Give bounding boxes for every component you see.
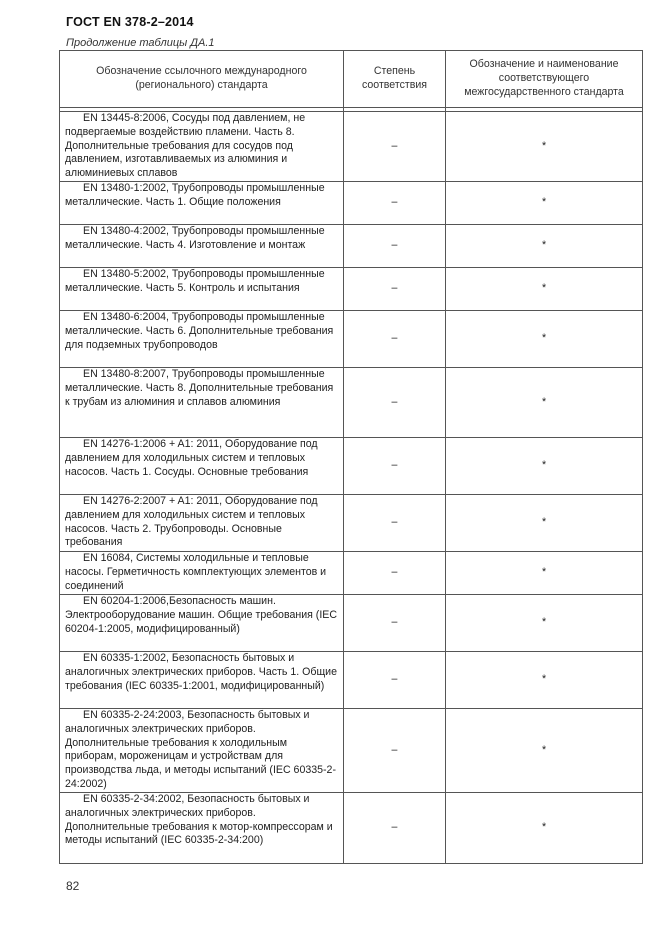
column-header-reference: Обозначение ссылочного международного (регионального) стандарта	[60, 51, 344, 108]
reference-standard: EN 13480-4:2002, Трубопроводы промышленные металлические. Часть 4. Изготовление и монтаж	[65, 225, 325, 251]
interstate-standard: *	[446, 595, 643, 652]
table-continuation-label: Продолжение таблицы ДА.1	[66, 37, 215, 49]
reference-standard: EN 13445-8:2006, Сосуды под давлением, не подвергаемые воздействию пламени. Часть 8. Дополнительные требования для сосудов под давлением, изготавливаемых из алюминия и алюминиевых сплавов	[65, 112, 306, 180]
degree-of-conformity: –	[344, 368, 446, 438]
reference-standard: EN 60335-1:2002, Безопасность бытовых и аналогичных электрических приборов. Часть 1. Общие требования (IEC 60335-1:2001, модифицированный)	[65, 652, 337, 692]
interstate-standard: *	[446, 552, 643, 595]
interstate-standard: *	[446, 709, 643, 793]
degree-of-conformity: –	[344, 438, 446, 495]
table-row	[60, 368, 643, 438]
reference-standard: EN 14276-1:2006 + A1: 2011, Оборудование под давлением для холодильных систем и тепловых насосов. Часть 1. Сосуды. Основные требования	[65, 438, 318, 478]
reference-standard: EN 14276-2:2007 + A1: 2011, Оборудование под давлением для холодильных систем и тепловых насосов. Часть 2. Трубопроводы. Основные требования	[65, 495, 318, 549]
degree-of-conformity: –	[344, 225, 446, 268]
degree-of-conformity: –	[344, 311, 446, 368]
document-title: ГОСТ EN 378-2–2014	[66, 15, 194, 29]
table-row	[60, 225, 643, 268]
reference-standard: EN 13480-6:2004, Трубопроводы промышленные металлические. Часть 6. Дополнительные требования для подземных трубопроводов	[65, 311, 334, 351]
interstate-standard: *	[446, 182, 643, 225]
interstate-standard: *	[446, 368, 643, 438]
reference-standard: EN 60204-1:2006,Безопасность машин. Электрооборудование машин. Общие требования (IEC 60204-1:2005, модифицированный)	[65, 595, 337, 635]
interstate-standard: *	[446, 652, 643, 709]
interstate-standard: *	[446, 495, 643, 552]
table-row	[60, 495, 643, 552]
column-header-degree: Степень соответствия	[344, 51, 446, 108]
interstate-standard: *	[446, 311, 643, 368]
degree-of-conformity: –	[344, 793, 446, 864]
degree-of-conformity: –	[344, 268, 446, 311]
reference-standard: EN 16084, Системы холодильные и тепловые насосы. Герметичность комплектующих элементов и соединений	[65, 552, 327, 592]
table-row	[60, 268, 643, 311]
degree-of-conformity: –	[344, 595, 446, 652]
reference-standard: EN 60335-2-24:2003, Безопасность бытовых и аналогичных электрических приборов. Дополнительные требования к холодильным приборам, мороженицам и устройствам для производства льда, и методы испытаний (IEC 60335-2-24:2002)	[65, 709, 336, 790]
degree-of-conformity: –	[344, 652, 446, 709]
reference-standard: EN 13480-5:2002, Трубопроводы промышленные металлические. Часть 5. Контроль и испытания	[65, 268, 325, 294]
table-row	[60, 311, 643, 368]
degree-of-conformity: –	[344, 112, 446, 182]
table-header-row	[60, 51, 643, 108]
degree-of-conformity: –	[344, 182, 446, 225]
degree-of-conformity: –	[344, 552, 446, 595]
interstate-standard: *	[446, 793, 643, 864]
table-row	[60, 793, 643, 864]
interstate-standard: *	[446, 112, 643, 182]
table-row	[60, 709, 643, 793]
degree-of-conformity: –	[344, 495, 446, 552]
reference-standard: EN 13480-8:2007, Трубопроводы промышленные металлические. Часть 8. Дополнительные требования к трубам из алюминия и сплавов алюминия	[65, 368, 334, 408]
table-row	[60, 182, 643, 225]
degree-of-conformity: –	[344, 709, 446, 793]
reference-standard: EN 60335-2-34:2002, Безопасность бытовых и аналогичных электрических приборов. Дополнительные требования к мотор-компрессорам и методы испытаний (IEC 60335-2-34:200)	[65, 793, 333, 847]
table-row	[60, 552, 643, 595]
interstate-standard: *	[446, 225, 643, 268]
reference-standard: EN 13480-1:2002, Трубопроводы промышленные металлические. Часть 1. Общие положения	[65, 182, 325, 208]
table-row	[60, 112, 643, 182]
table-row	[60, 438, 643, 495]
table-row	[60, 652, 643, 709]
interstate-standard: *	[446, 268, 643, 311]
table-row	[60, 595, 643, 652]
interstate-standard: *	[446, 438, 643, 495]
column-header-interstate-standard: Обозначение и наименование соответствующего межгосударственного стандарта	[446, 51, 643, 108]
correspondence-table	[59, 50, 643, 864]
page-number: 82	[66, 879, 80, 893]
